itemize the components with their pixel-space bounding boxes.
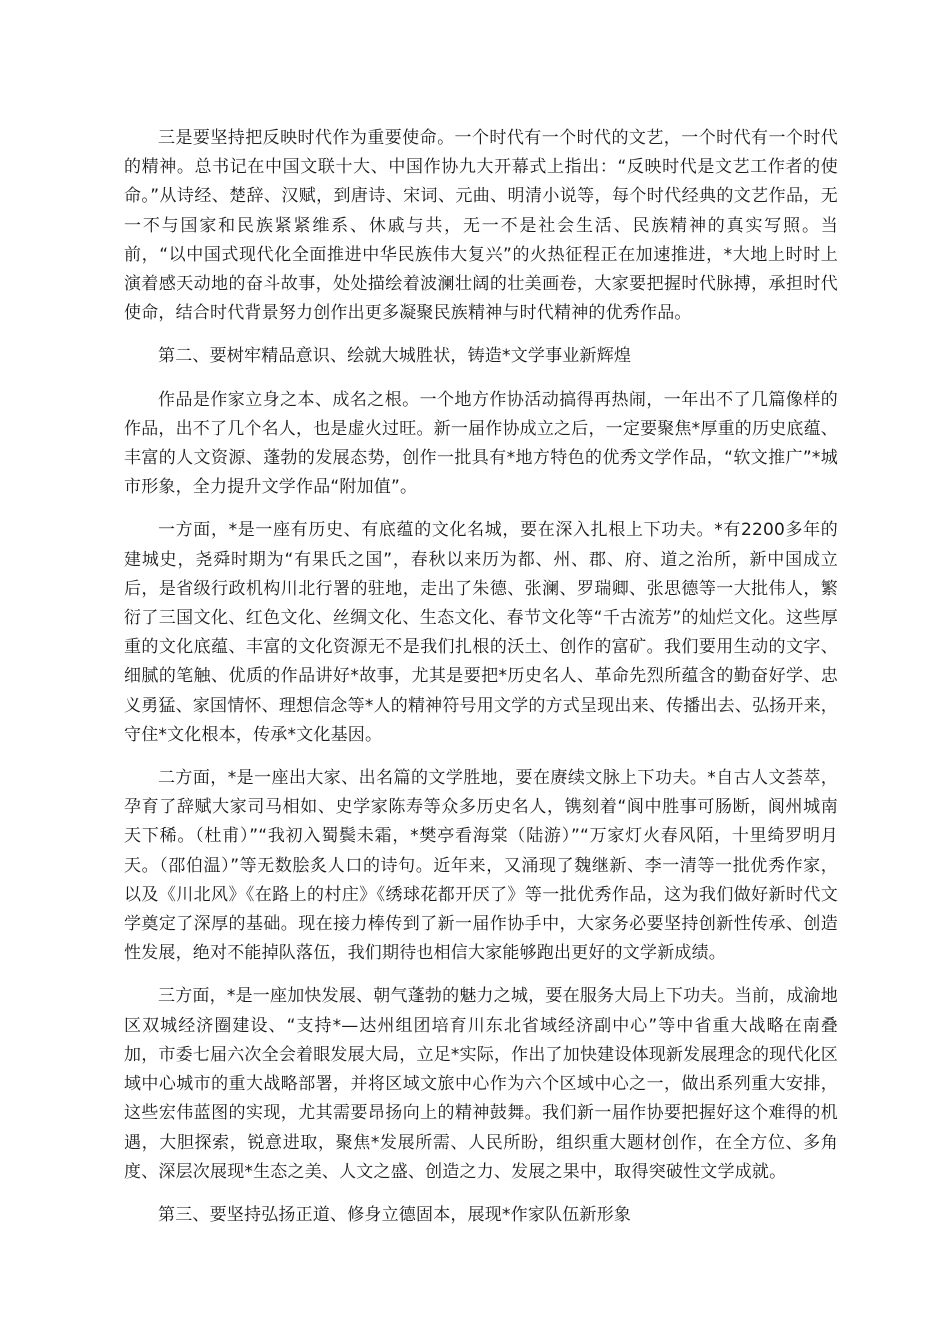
- paragraph-reflect-era: 三是要坚持把反映时代作为重要使命。一个时代有一个时代的文艺，一个时代有一个时代的精神。总书记在中国文联十大、中国作协九大开幕式上指出：“反映时代是文艺工作者的使命。”从诗经、楚辞、汉赋，到唐诗、宋词、元曲、明清小说等，每个时代经典的文艺作品，无一不与国家和民族紧紧维系、休戚与共，无一不是社会生活、民族精神的真实写照。当前，“以中国式现代化全面推进中华民族伟大复兴”的火热征程正在加速推进，*大地上时时上演着感天动地的奋斗故事，处处描绘着波澜壮阔的壮美画卷，大家要把握时代脉搏，承担时代使命，结合时代背景努力创作出更多凝聚民族精神与时代精神的优秀作品。: [124, 128, 838, 324]
- paragraph-works-foundation: 作品是作家立身之本、成名之根。一个地方作协活动搞得再热闹，一年出不了几篇像样的作品，出不了几个名人，也是虚火过旺。新一届作协成立之后，一定要聚焦*厚重的历史底蕴、丰富的人文资源、蓬勃的发展态势，创作一批具有*地方特色的优秀文学作品，“软文推广”*城市形象，全力提升文学作品“附加值”。: [124, 389, 838, 498]
- paragraph-first-aspect: 一方面，*是一座有历史、有底蕴的文化名城，要在深入扎根上下功夫。*有2200多年的建城史，尧舜时期为“有果氏之国”，春秋以来历为都、州、郡、府、道之治所，新中国成立后，是省级行政机构川北行署的驻地，走出了朱德、张澜、罗瑞卿、张思德等一大批伟人，繁衍了三国文化、红色文化、丝绸文化、生态文化、春节文化等“千古流芳”的灿烂文化。这些厚重的文化底蕴、丰富的文化资源无不是我们扎根的沃土、创作的富矿。我们要用生动的文字、细腻的笔触、优质的作品讲好*故事，尤其是要把*历史名人、革命先烈所蕴含的勤奋好学、忠义勇猛、家国情怀、理想信念等*人的精神符号用文学的方式呈现出来、传播出去、弘扬开来，守住*文化根本，传承*文化基因。: [124, 520, 838, 745]
- paragraph-third-aspect: 三方面，*是一座加快发展、朝气蓬勃的魅力之城，要在服务大局上下功夫。当前，成渝地区双城经济圈建设、“支持*—达州组团培育川东北省域经济副中心”等中省重大战略在南叠加，市委七届六次全会着眼发展大局，立足*实际，作出了加快建设体现新发展理念的现代化区域中心城市的重大战略部署，并将区域文旅中心作为六个区域中心之一，做出系列重大安排，这些宏伟蓝图的实现，尤其需要昂扬向上的精神鼓舞。我们新一届作协要把握好这个难得的机遇，大胆探索，锐意进取，聚焦*发展所需、人民所盼，组织重大题材创作，在全方位、多角度、深层次展现*生态之美、人文之盛、创造之力、发展之果中，取得突破性文学成就。: [124, 986, 838, 1182]
- section-heading-second: 第二、要树牢精品意识、绘就大城胜状，铸造*文学事业新辉煌: [158, 346, 632, 367]
- paragraph-second-aspect: 二方面，*是一座出大家、出名篇的文学胜地，要在赓续文脉上下功夫。*自古人文荟萃，孕育了辞赋大家司马相如、史学家陈寿等众多历史名人，镌刻着“阆中胜事可肠断，阆州城南天下稀。（杜甫）”“我初入蜀鬓未霜，*樊亭看海棠（陆游）”“万家灯火春风陌，十里绮罗明月天。（邵伯温）”等无数脍炙人口的诗句。近年来，又涌现了魏继新、李一清等一批优秀作家，以及《川北风》《在路上的村庄》《绣球花都开厌了》等一批优秀作品，这为我们做好新时代文学奠定了深厚的基础。现在接力棒传到了新一届作协手中，大家务必要坚持创新性传承、创造性发展，绝对不能掉队落伍，我们期待也相信大家能够跑出更好的文学新成绩。: [124, 768, 838, 964]
- section-heading-third: 第三、要坚持弘扬正道、修身立德固本，展现*作家队伍新形象: [158, 1204, 632, 1225]
- document-body: [124, 124, 838, 1244]
